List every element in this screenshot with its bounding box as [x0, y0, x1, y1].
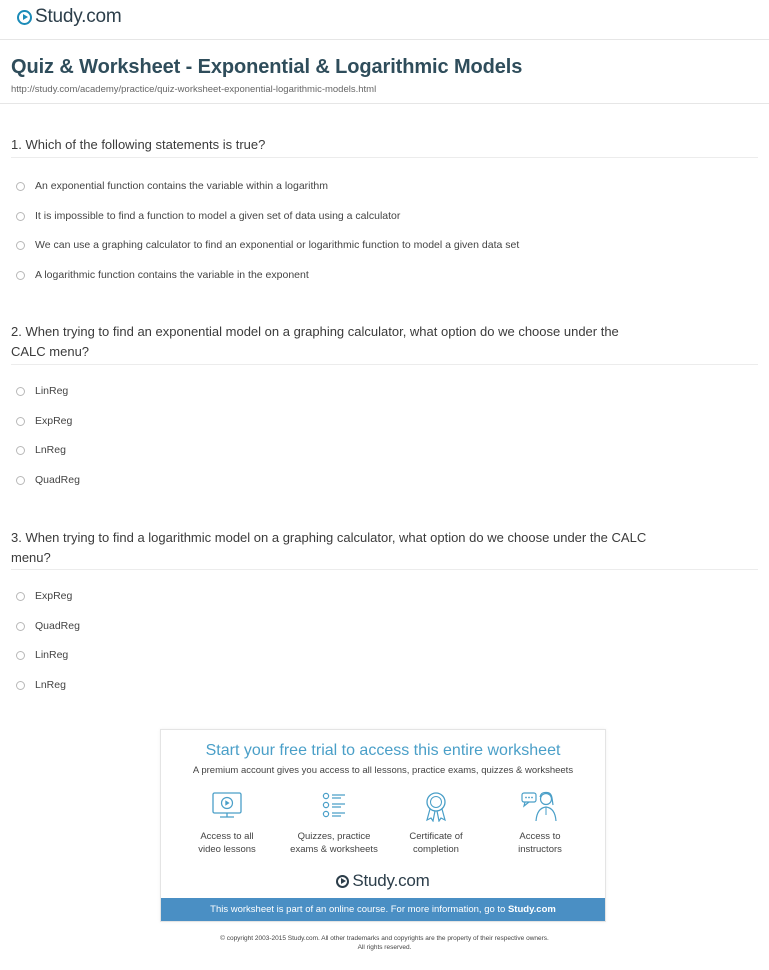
answer-option[interactable]: LinReg — [16, 385, 80, 415]
premium-promo-box — [160, 729, 606, 922]
question-divider — [11, 364, 758, 365]
feature-label: Access to instructors — [518, 831, 562, 855]
feature-certificate — [381, 790, 491, 856]
feature-instructors — [485, 790, 595, 856]
question-divider — [11, 569, 758, 570]
copyright-footer — [0, 934, 769, 952]
feature-label: Quizzes, practice exams & worksheets — [290, 831, 378, 855]
title-divider — [0, 103, 769, 104]
promo-info-bar — [161, 898, 605, 921]
answer-option[interactable]: ExpReg — [16, 590, 80, 620]
radio-button[interactable] — [16, 592, 25, 601]
answer-option[interactable]: QuadReg — [16, 620, 80, 650]
instructor-icon — [520, 790, 560, 822]
play-circle-icon — [17, 10, 32, 25]
promo-subline: A premium account gives you access to all lessons, practice exams, quizzes & worksheets — [192, 765, 574, 776]
rights-line: All rights reserved. — [357, 944, 412, 951]
answer-option[interactable]: LnReg — [16, 444, 80, 474]
question-3: 3. When trying to find a logarithmic model on a graphing calculator, what option do we choose under the CALC menu? — [11, 530, 647, 565]
brand-name: Study.com — [352, 871, 430, 890]
quiz-list-icon — [317, 790, 351, 822]
question-2: 2. When trying to find an exponential model on a graphing calculator, what option do we choose under the CALC menu? — [11, 324, 619, 359]
answer-option[interactable]: ExpReg — [16, 415, 80, 445]
page-title: Quiz & Worksheet - Exponential & Logarithmic Models — [11, 56, 523, 78]
certificate-icon — [419, 790, 453, 822]
promo-study-logo[interactable] — [161, 871, 605, 891]
radio-button[interactable] — [16, 681, 25, 690]
answer-option[interactable]: An exponential function contains the variable within a logarithm — [16, 180, 519, 210]
radio-button[interactable] — [16, 387, 25, 396]
feature-video-lessons — [172, 790, 282, 856]
header-divider — [0, 39, 769, 40]
feature-quizzes — [279, 790, 389, 856]
answer-option[interactable]: We can use a graphing calculator to find an exponential or logarithmic function to model a given data set — [16, 239, 519, 269]
radio-button[interactable] — [16, 417, 25, 426]
question-3-options — [16, 590, 80, 709]
radio-button[interactable] — [16, 446, 25, 455]
radio-button[interactable] — [16, 182, 25, 191]
feature-label: Access to all video lessons — [198, 831, 256, 855]
brand-name: Study.com — [35, 6, 122, 27]
copyright-line: © copyright 2003-2015 Study.com. All other trademarks and copyrights are the property of their respective owners. — [220, 935, 549, 942]
radio-button[interactable] — [16, 651, 25, 660]
radio-button[interactable] — [16, 241, 25, 250]
radio-button[interactable] — [16, 212, 25, 221]
feature-label: Certificate of completion — [409, 831, 463, 855]
source-url: http://study.com/academy/practice/quiz-worksheet-exponential-logarithmic-models.html — [11, 84, 377, 95]
question-1: 1. Which of the following statements is true? — [11, 137, 266, 152]
promo-headline[interactable]: Start your free trial to access this entire worksheet — [205, 742, 561, 759]
radio-button[interactable] — [16, 622, 25, 631]
answer-option[interactable]: QuadReg — [16, 474, 80, 504]
study-logo[interactable] — [17, 6, 122, 28]
answer-option[interactable]: LnReg — [16, 679, 80, 709]
question-2-options — [16, 385, 80, 504]
answer-option[interactable]: A logarithmic function contains the variable in the exponent — [16, 269, 519, 299]
play-circle-icon — [336, 875, 349, 888]
radio-button[interactable] — [16, 476, 25, 485]
question-1-options — [16, 180, 519, 299]
question-divider — [11, 157, 758, 158]
promo-bar-link[interactable]: Study.com — [507, 904, 556, 915]
answer-option[interactable]: It is impossible to find a function to model a given set of data using a calculator — [16, 210, 519, 240]
radio-button[interactable] — [16, 271, 25, 280]
video-lesson-icon — [210, 790, 244, 822]
answer-option[interactable]: LinReg — [16, 649, 80, 679]
promo-bar-text: This worksheet is part of an online course. For more information, go to — [210, 904, 506, 915]
